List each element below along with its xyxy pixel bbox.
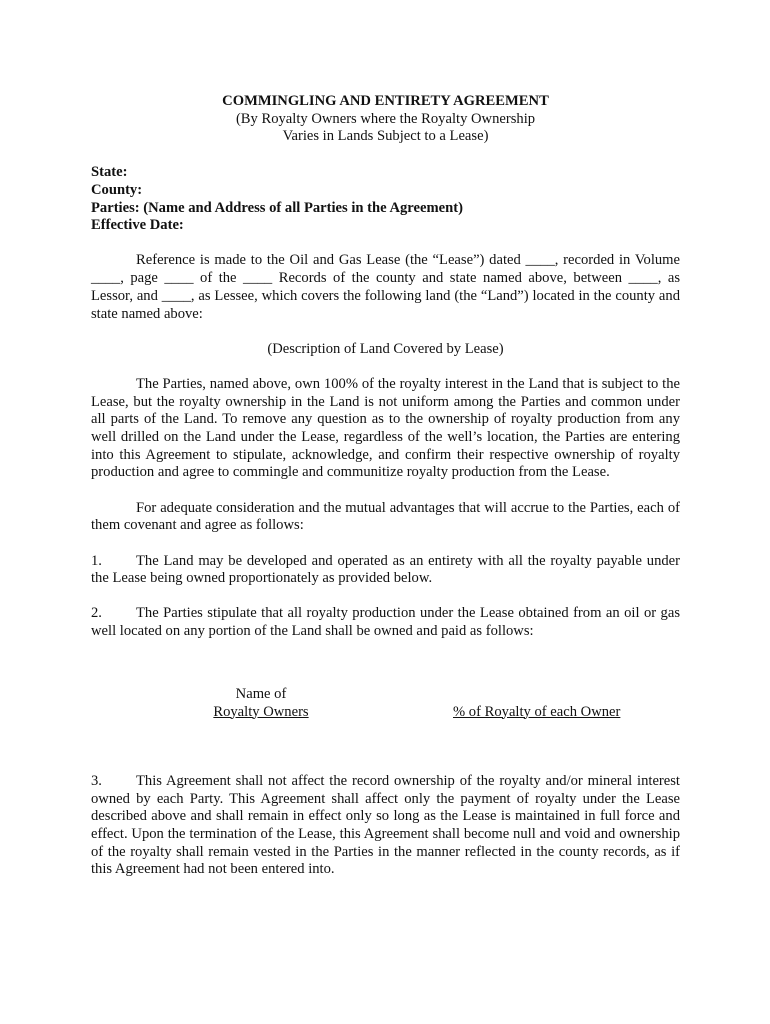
clause-1 xyxy=(91,553,680,588)
document-subtitle-line-1: (By Royalty Owners where the Royalty Ownership xyxy=(235,110,536,127)
county-field-label: County: xyxy=(91,181,143,198)
parties-paragraph: The Parties, named above, own 100% of the royalty interest in the Land that is subject to the Lease, but the royalty ownership in the Land is not uniform among the Parties and common under all parts of the Land. To remove any question as to the ownership of royalty production from any well drilled on the Land under the Lease, regardless of the well’s location, the Parties are entering into this Agreement to stipulate, acknowledge, and confirm their respective ownership of royalty production and agree to commingle and communitize royalty production from the Lease. xyxy=(91,375,680,481)
document-subtitle-line-2: Varies in Lands Subject to a Lease) xyxy=(282,128,489,145)
header-fields xyxy=(91,164,680,235)
clause-number: 1. xyxy=(91,552,102,569)
clause-2 xyxy=(91,605,680,640)
document-title: COMMINGLING AND ENTIRETY AGREEMENT xyxy=(222,93,549,109)
clause-number: 3. xyxy=(91,772,102,789)
document-page xyxy=(91,93,680,879)
royalty-percent-column-header: % of Royalty of each Owner xyxy=(453,703,621,720)
effective-date-field-label: Effective Date: xyxy=(91,217,184,234)
reference-paragraph: Reference is made to the Oil and Gas Lease (the “Lease”) dated ____, recorded in Volume ____, page ____ of the ____ Records of the county and state named above, between ____, as Lessor, and ____, as Lessee, which covers the following land (the “Land”) located in the county and state named above: xyxy=(91,252,680,322)
parties-field-label: Parties: (Name and Address of all Parties in the Agreement) xyxy=(91,199,463,216)
clause-text: The Parties stipulate that all royalty production under the Lease obtained from an oil or gas well located on any portion of the Land shall be owned and paid as follows: xyxy=(91,605,680,640)
royalty-owners-column-header xyxy=(211,686,311,721)
land-description-placeholder: (Description of Land Covered by Lease) xyxy=(267,340,504,357)
clause-text: This Agreement shall not affect the record ownership of the royalty and/or mineral interest owned by each Party. This Agreement shall affect only the payment of royalty under the Lease described above and shall remain in effect only so long as the Lease is maintained in full force and effect. Upon the termination of the Lease, this Agreement shall become null and void and ownership of the royalty shall remain vested in the Parties in the manner reflected in the county records, as if this Agreement had not been entered into. xyxy=(91,772,680,878)
clause-3 xyxy=(91,773,680,879)
royalty-owners-header-line-2: Royalty Owners xyxy=(213,703,309,720)
state-field-label: State: xyxy=(91,164,128,181)
clause-number: 2. xyxy=(91,605,102,622)
clause-text: The Land may be developed and operated as an entirety with all the royalty payable under the Lease being owned proportionately as provided below. xyxy=(91,552,680,587)
royalty-owners-header-line-1: Name of xyxy=(235,685,287,702)
consideration-paragraph: For adequate consideration and the mutual advantages that will accrue to the Parties, each of them covenant and agree as follows: xyxy=(91,499,680,534)
royalty-table-header xyxy=(91,686,680,722)
